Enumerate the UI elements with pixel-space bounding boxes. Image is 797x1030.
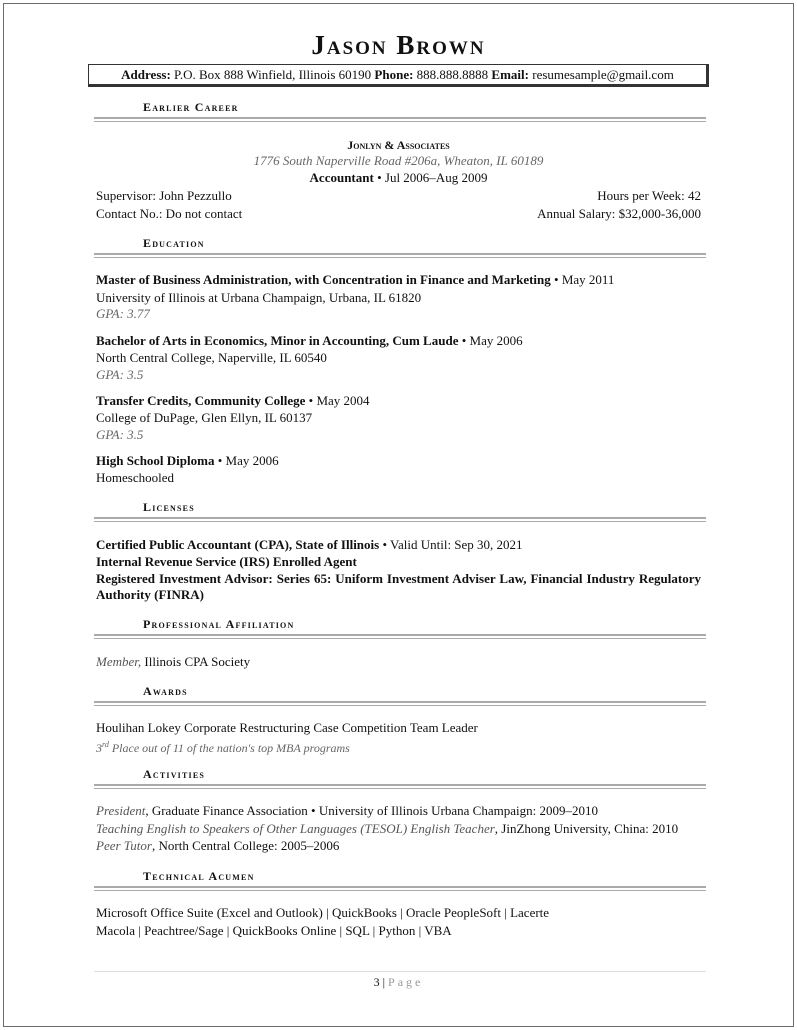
license-cpa-line <box>96 537 523 553</box>
education-school: University of Illinois at Urbana Champaign, Urbana, IL 61820 <box>96 290 422 305</box>
activity-role: Teaching English to Speakers of Other Languages (TESOL) English Teacher <box>96 821 495 836</box>
career-salary: Annual Salary: $32,000-36,000 <box>537 206 701 221</box>
education-degree-line <box>96 333 523 349</box>
award-title: Houlihan Lokey Corporate Restructuring Case Competition Team Leader <box>96 720 478 735</box>
education-school: North Central College, Naperville, IL 60540 <box>96 350 327 365</box>
education-date: • May 2006 <box>214 453 279 468</box>
section-rule <box>94 253 706 258</box>
award-place <box>96 737 350 756</box>
career-hours: Hours per Week: 42 <box>597 188 701 203</box>
section-rule <box>94 517 706 522</box>
education-date: • May 2004 <box>305 393 370 408</box>
education-date: • May 2011 <box>550 272 615 287</box>
award-place-suffix: rd <box>102 740 109 749</box>
section-rule <box>94 634 706 639</box>
activity-role: President <box>96 803 146 818</box>
education-school: College of DuPage, Glen Ellyn, IL 60137 <box>96 410 313 425</box>
phone-label: Phone: <box>374 67 414 82</box>
education-gpa: GPA: 3.77 <box>96 306 150 321</box>
education-gpa: GPA: 3.5 <box>96 427 144 442</box>
section-heading-licenses: Licenses <box>143 500 195 514</box>
career-company-address: 1776 South Naperville Road #206a, Wheaton, IL 60189 <box>253 153 544 168</box>
email-value[interactable]: resumesample@gmail.com <box>532 67 674 82</box>
education-gpa: GPA: 3.5 <box>96 367 144 382</box>
section-rule <box>94 784 706 789</box>
license-cpa: Certified Public Accountant (CPA), State of Illinois <box>96 537 380 552</box>
career-supervisor: Supervisor: John Pezzullo <box>96 188 232 203</box>
section-heading-affiliation: Professional Affiliation <box>143 617 295 631</box>
activity-detail: , JinZhong University, China: 2010 <box>494 821 679 836</box>
license-ria: Registered Investment Advisor: Series 65: Uniform Investment Adviser Law, Financial Industry Regulatory Authority (FINRA) <box>96 571 701 602</box>
page-footer <box>0 975 797 990</box>
contact-bar <box>88 64 709 87</box>
address-label: Address: <box>121 67 171 82</box>
award-place-rest: Place out of 11 of the nation's top MBA programs <box>108 741 350 755</box>
activity-item <box>96 821 678 837</box>
page-number: 3 <box>373 975 380 989</box>
education-degree-line <box>96 272 614 288</box>
address-value: P.O. Box 888 Winfield, Illinois 60190 <box>174 67 372 82</box>
resume-name: Jason Brown <box>311 30 486 60</box>
page-word: Page <box>388 975 424 989</box>
page-sep: | <box>379 975 389 989</box>
affiliation-org: Illinois CPA Society <box>141 654 251 669</box>
affiliation-line <box>96 654 250 670</box>
phone-value: 888.888.8888 <box>416 67 489 82</box>
education-degree: Transfer Credits, Community College <box>96 393 306 408</box>
affiliation-role: Member, <box>96 654 142 669</box>
license-cpa-valid: • Valid Until: Sep 30, 2021 <box>379 537 523 552</box>
career-title-line <box>0 170 797 186</box>
education-degree-line <box>96 393 370 409</box>
section-heading-technical: Technical Acumen <box>143 869 255 883</box>
education-degree: Master of Business Administration, with Concentration in Finance and Marketing <box>96 272 551 287</box>
education-degree: High School Diploma <box>96 453 215 468</box>
section-rule <box>94 701 706 706</box>
section-heading-awards: Awards <box>143 684 188 698</box>
activity-detail: , North Central College: 2005–2006 <box>151 838 340 853</box>
footer-rule <box>94 971 706 972</box>
activity-item <box>96 838 339 854</box>
section-rule <box>94 886 706 891</box>
technical-skills-line1: Microsoft Office Suite (Excel and Outlook) | QuickBooks | Oracle PeopleSoft | Lacerte <box>96 905 550 920</box>
career-sep: • <box>373 170 385 185</box>
email-label: Email: <box>491 67 529 82</box>
activity-role: Peer Tutor <box>96 838 152 853</box>
education-degree: Bachelor of Arts in Economics, Minor in Accounting, Cum Laude <box>96 333 459 348</box>
education-date: • May 2006 <box>458 333 523 348</box>
career-title: Accountant <box>309 170 374 185</box>
career-dates: Jul 2006–Aug 2009 <box>384 170 488 185</box>
section-rule <box>94 117 706 122</box>
section-heading-activities: Activities <box>143 767 206 781</box>
education-school: Homeschooled <box>96 470 174 485</box>
activity-item <box>96 803 598 819</box>
license-irs: Internal Revenue Service (IRS) Enrolled Agent <box>96 554 357 569</box>
activity-detail: , Graduate Finance Association • University of Illinois Urbana Champaign: 2009–2010 <box>145 803 598 818</box>
career-company: Jonlyn & Associates <box>347 138 450 152</box>
award-place-number: 3 <box>96 741 102 755</box>
section-heading-earlier-career: Earlier Career <box>143 100 239 114</box>
career-contact: Contact No.: Do not contact <box>96 206 243 221</box>
education-degree-line <box>96 453 279 469</box>
technical-skills-line2: Macola | Peachtree/Sage | QuickBooks Online | SQL | Python | VBA <box>96 923 452 938</box>
section-heading-education: Education <box>143 236 205 250</box>
